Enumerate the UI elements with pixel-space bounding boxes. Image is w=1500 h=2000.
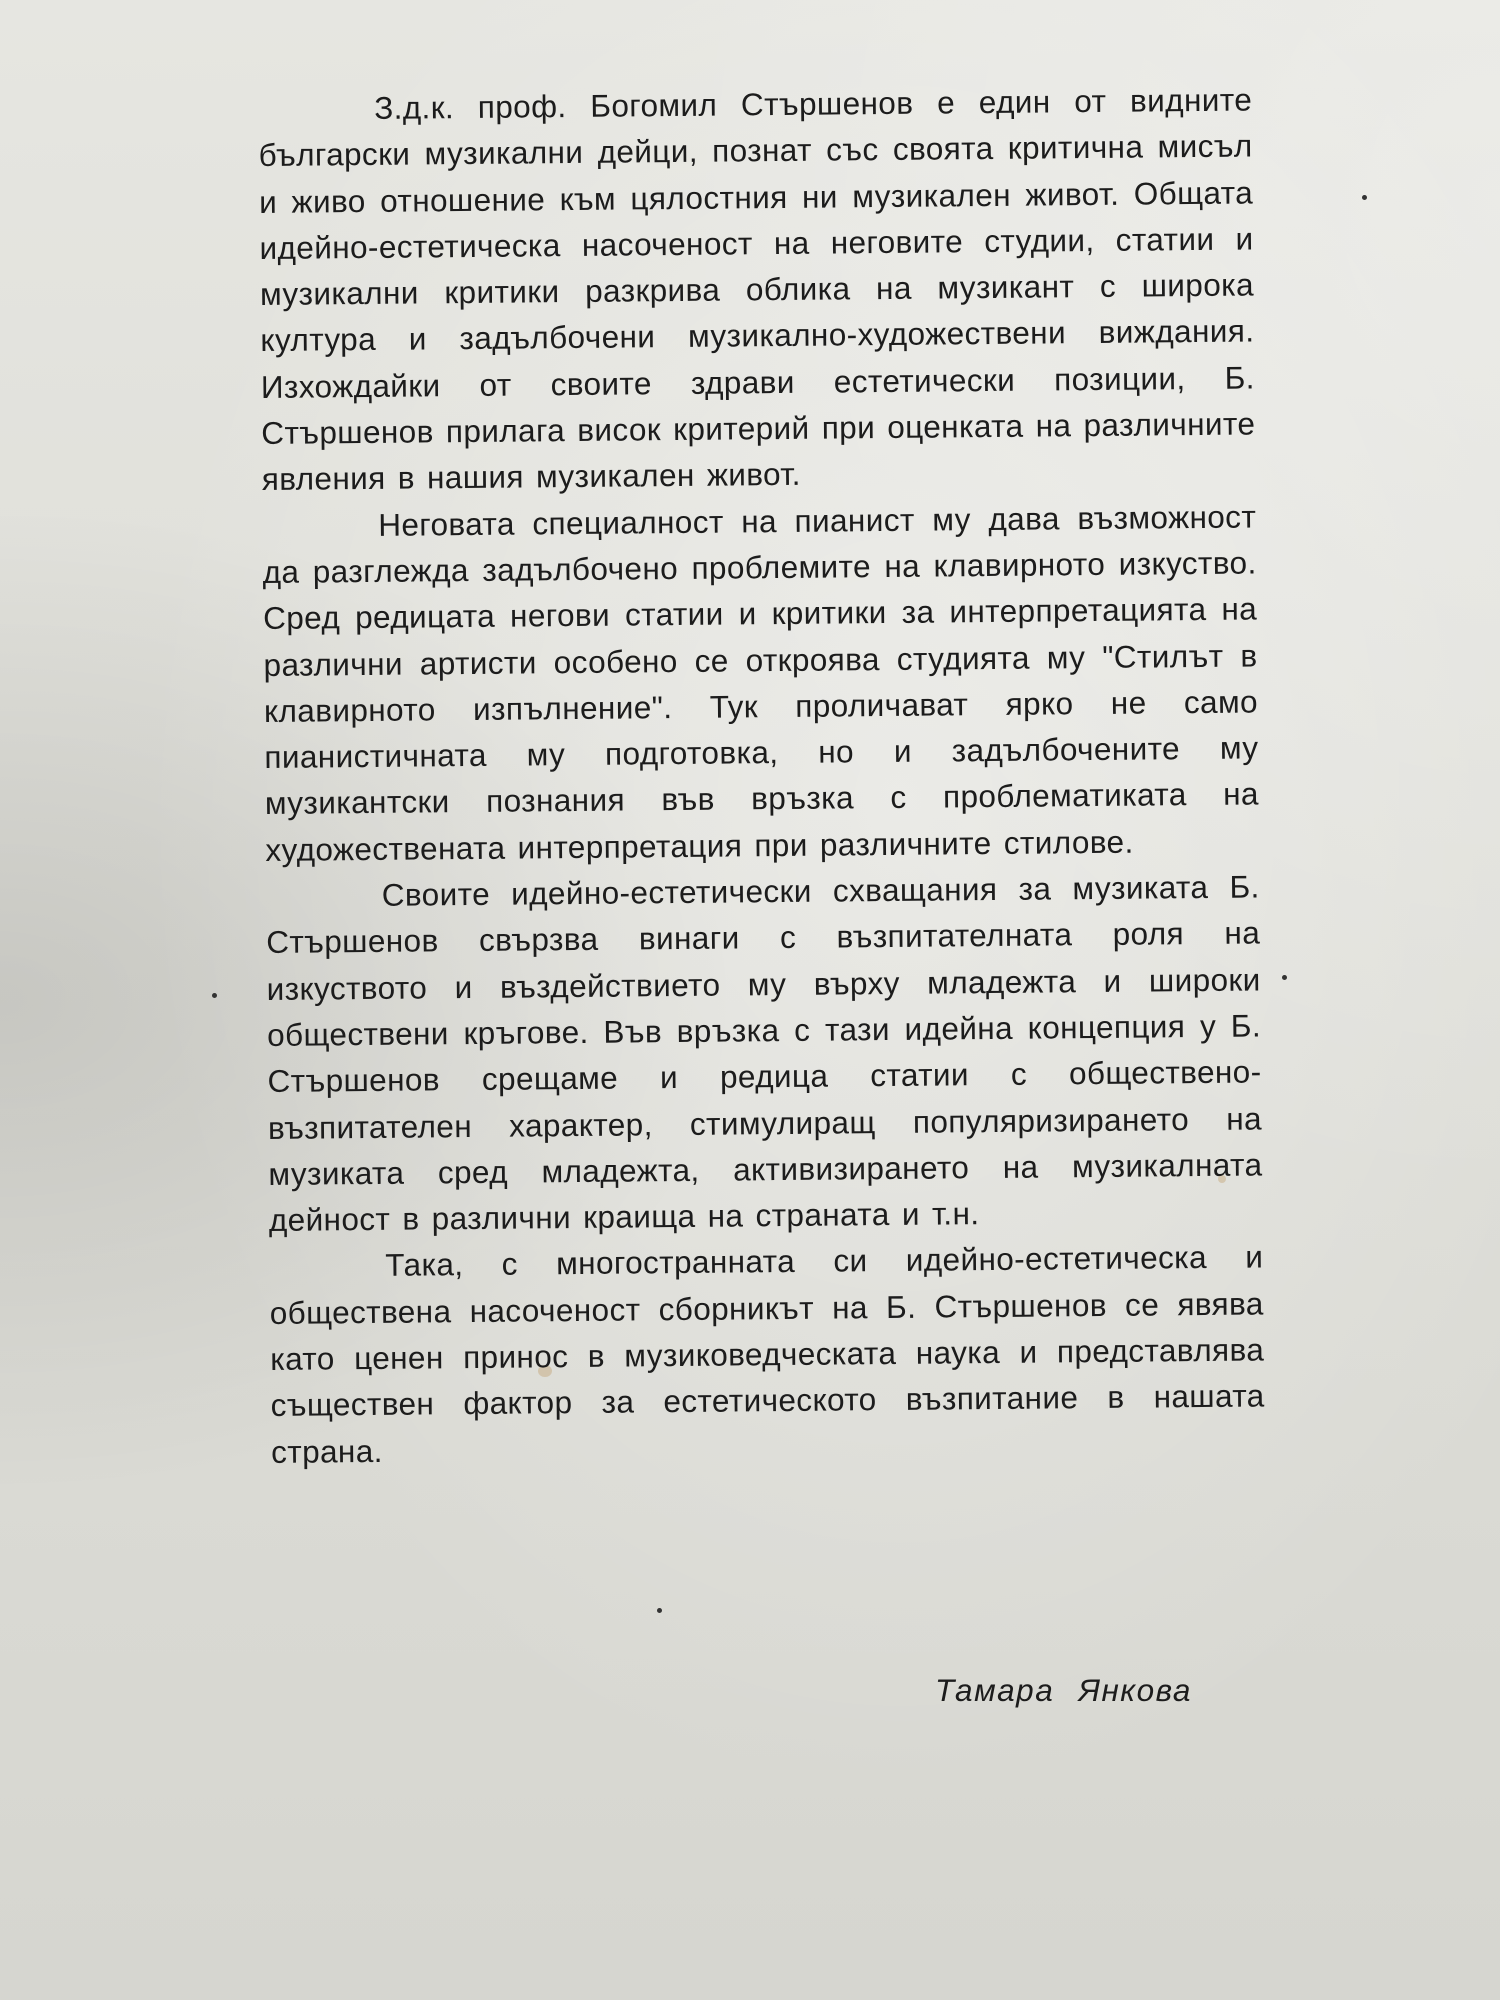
paper-speck xyxy=(1362,195,1367,200)
author-signature: Тамара Янкова xyxy=(935,1672,1192,1708)
paragraph-3: Своите идейно-естетически схващания за музиката Б. Стършенов свързва винаги с възпитателната роля на изкуството и въздействието му върху младежта и широки обществени кръгове. Във връзка с тази идейна концепция у Б. Стършенов срещаме и редица статии с обществено-възпитателен характер, стимулиращ популяризирането на музиката сред младежта, активизирането на музикалната дейност в различни краища на страната и т.н. xyxy=(266,868,1263,1239)
paragraph-1: З.д.к. проф. Богомил Стършенов е един от видните български музикални дейци, познат със своята критична мисъл и живо отношение към цялостния ни музикален живот. Общата идейно-естетическа насоченост на неговите студии, статии и музикални критики разкрива облика на музикант с широка култура и задълбочени музикално-художествени виждания. Изхождайки от своите здрави естетически позиции, Б. Стършенов прилага висок критерий при оценката на различните явления в нашия музикален живот. xyxy=(258,81,1256,498)
body-text xyxy=(258,76,1265,1474)
paragraph-2: Неговата специалност на пианист му дава възможност да разглежда задълбочено проблемите на клавирното изкуство. Сред редицата негови статии и критики за интерпретацията на различни артисти особено се откроява студията му "Стилът в клавирното изпълнение". Тук проличават ярко не само пианистичната му подготовка, но и задълбочените му музикантски познания във връзка с проблематиката на художествената интерпретация при различните стилове. xyxy=(262,498,1260,868)
paper-speck xyxy=(1282,975,1287,980)
paper-speck xyxy=(657,1608,662,1613)
paper-speck xyxy=(212,993,217,998)
paragraph-4: Така, с многостранната си идейно-естетическа и обществена насоченост сборникът на Б. Стършенов се явява като ценен принос в музиковедческата наука и представлява съществен фактор за естетическото възпитание в нашата страна. xyxy=(269,1238,1265,1470)
